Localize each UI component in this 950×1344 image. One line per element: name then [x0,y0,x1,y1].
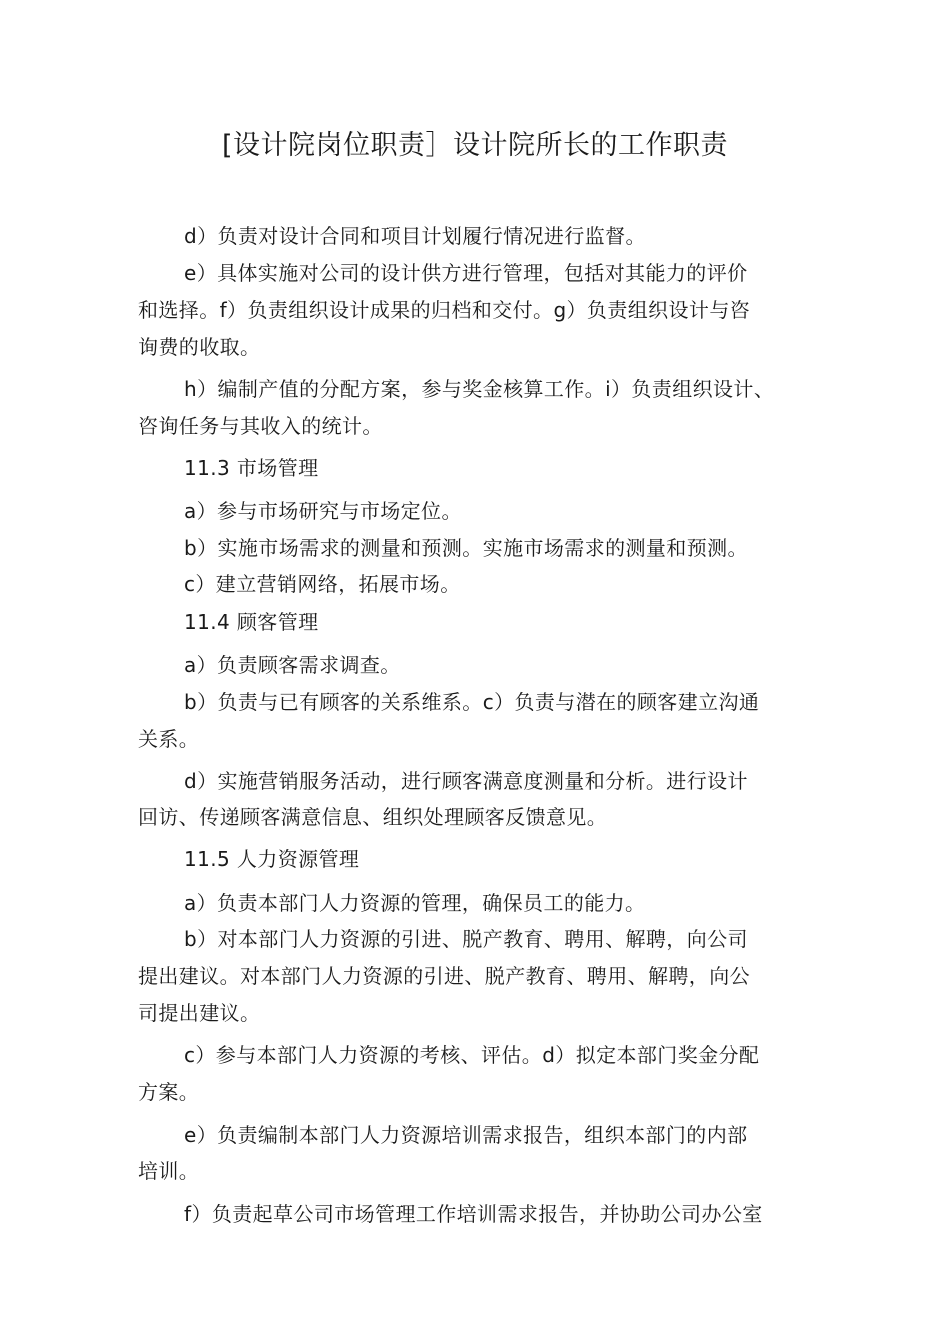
paragraph-line: 提出建议。对本部门人力资源的引进、脱产教育、聘用、解聘，向公 [138,964,750,988]
paragraph-line: 回访、传递顾客满意信息、组织处理顾客反馈意见。 [138,805,608,829]
paragraph-line: b）实施市场需求的测量和预测。实施市场需求的测量和预测。 [184,536,748,560]
paragraph-line: 和选择。f）负责组织设计成果的归档和交付。g）负责组织设计与咨 [138,298,751,322]
paragraph-line: c）参与本部门人力资源的考核、评估。d）拟定本部门奖金分配 [184,1043,760,1067]
paragraph-line: e）负责编制本部门人力资源培训需求报告，组织本部门的内部 [184,1123,748,1147]
paragraph-line: a）负责本部门人力资源的管理，确保员工的能力。 [184,891,646,915]
section-heading: 11.3 市场管理 [184,456,319,480]
paragraph-line: 培训。 [138,1159,200,1183]
paragraph-line: d）负责对设计合同和项目计划履行情况进行监督。 [184,224,646,248]
section-heading: 11.4 顾客管理 [184,610,319,634]
paragraph-line: 方案。 [138,1080,200,1104]
paragraph-line: a）负责顾客需求调查。 [184,653,401,677]
paragraph-line: h）编制产值的分配方案，参与奖金核算工作。i）负责组织设计、 [184,377,775,401]
paragraph-line: d）实施营销服务活动，进行顾客满意度测量和分析。进行设计 [184,769,748,793]
paragraph-line: 询费的收取。 [138,335,261,359]
document-title: [设计院岗位职责］设计院所长的工作职责 [221,130,729,161]
paragraph-line: 司提出建议。 [138,1001,261,1025]
section-heading: 11.5 人力资源管理 [184,847,360,871]
paragraph-line: 关系。 [138,727,200,751]
paragraph-line: b）对本部门人力资源的引进、脱产教育、聘用、解聘，向公司 [184,927,748,951]
paragraph-line: e）具体实施对公司的设计供方进行管理，包括对其能力的评价 [184,261,748,285]
paragraph-line: 咨询任务与其收入的统计。 [138,414,383,438]
paragraph-line: f）负责起草公司市场管理工作培训需求报告，并协助公司办公室 [184,1202,763,1226]
paragraph-line: a）参与市场研究与市场定位。 [184,499,462,523]
paragraph-line: b）负责与已有顾客的关系维系。c）负责与潜在的顾客建立沟通 [184,690,760,714]
paragraph-line: c）建立营销网络，拓展市场。 [184,572,461,596]
